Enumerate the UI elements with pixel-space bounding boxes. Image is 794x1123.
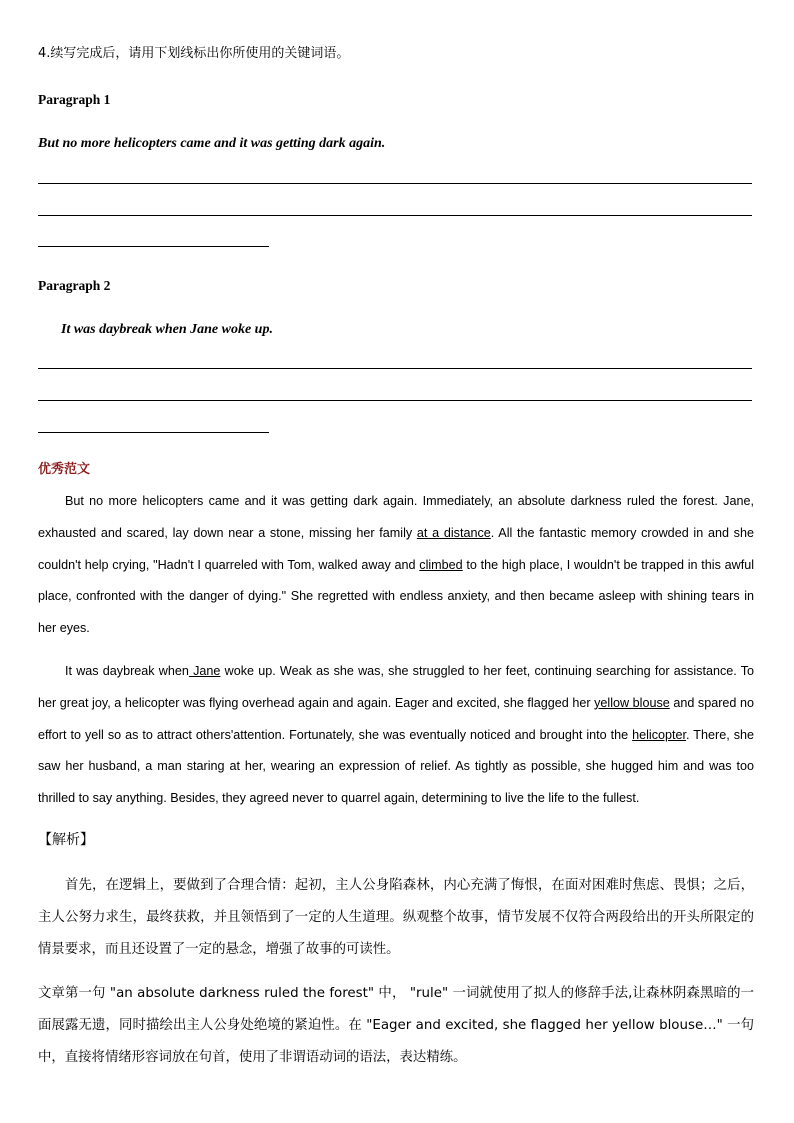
essay-text: to the high place, I wouldn't be trapped in this awful place, confronted with the danger of dying." She regretted with endless anxiety, and then became asleep with shining tears in her eyes. [38, 557, 755, 636]
analysis-title: 【解析】 [38, 832, 94, 848]
writing-line [38, 432, 269, 433]
underlined-keyword: yellow blouse [594, 695, 670, 710]
sample-essay-paragraph-1 [38, 486, 754, 645]
analysis-text: 首先，在逻辑上，要做到了合理合情：起初，主人公身陷森林，内心充满了悔恨，在面对困难时焦虑、畏惧；之后，主人公努力求生，最终获救，并且领悟到了一定的人生道理。纵观整个故事，情节发展不仅符合两段给出的开头所限定的情景要求，而且还设置了一定的悬念，增强了故事的可读性。 [38, 878, 754, 957]
instruction-text: 4.续写完成后，请用下划线标出你所使用的关键词语。 [38, 46, 350, 61]
paragraph1-lead-sentence: But no more helicopters came and it was getting dark again. [38, 136, 386, 151]
essay-text: . There, she saw her husband, a man staring at her, wearing an expression of relief. As tightly as possible, she hugged him and was too thrilled to say anything. Besides, they agreed never to quarrel again, determining to live the life to the fullest. [38, 727, 754, 806]
writing-line [38, 215, 752, 216]
writing-line [38, 368, 752, 369]
sample-essay-paragraph-2 [38, 656, 754, 815]
underlined-keyword: Jane [188, 664, 221, 678]
essay-text: woke up. Weak as she was, she struggled to her feet, continuing searching for assistance. To her great joy, a helicopter was flying overhead again and again. Eager and excited, she flagged her [38, 664, 755, 710]
paragraph2-heading: Paragraph 2 [38, 278, 111, 293]
paragraph1-heading: Paragraph 1 [38, 92, 111, 107]
writing-line [38, 183, 752, 184]
analysis-text: 文章第一句 "an absolute darkness ruled the forest" 中， "rule" 一词就使用了拟人的修辞手法,让森林阴森黑暗的一面展露无遗，同时描绘出主人公身处绝境的紧迫性。在 "Eager and excited, she flagged her yellow blouse…" 一句中，直接将情绪形容词放在句首，使用了非谓语动词的语法，表达精练。 [38, 986, 754, 1065]
essay-text: But no more helicopters came and it was getting dark again. Immediately, an absolute darkness ruled the forest. Jane, exhausted and scared, lay down near a stone, missing her family [38, 494, 754, 540]
essay-text: It was daybreak when [65, 664, 189, 678]
writing-line [38, 400, 752, 401]
writing-line [38, 246, 269, 247]
analysis-paragraph-2 [38, 978, 754, 1073]
essay-text: and spared no effort to yell so as to attract others'attention. Fortunately, she was eventually noticed and brought into the [38, 695, 754, 742]
underlined-keyword: helicopter [632, 727, 687, 742]
analysis-paragraph-1 [38, 870, 754, 965]
essay-text: . All the fantastic memory crowded in and she couldn't help crying, "Hadn't I quarreled with Tom, walked away and [38, 525, 754, 572]
paragraph2-lead-sentence: It was daybreak when Jane woke up. [61, 322, 273, 337]
sample-essay-title: 优秀范文 [38, 462, 91, 477]
underlined-keyword: at a distance [416, 525, 491, 540]
underlined-keyword: climbed [419, 557, 463, 572]
